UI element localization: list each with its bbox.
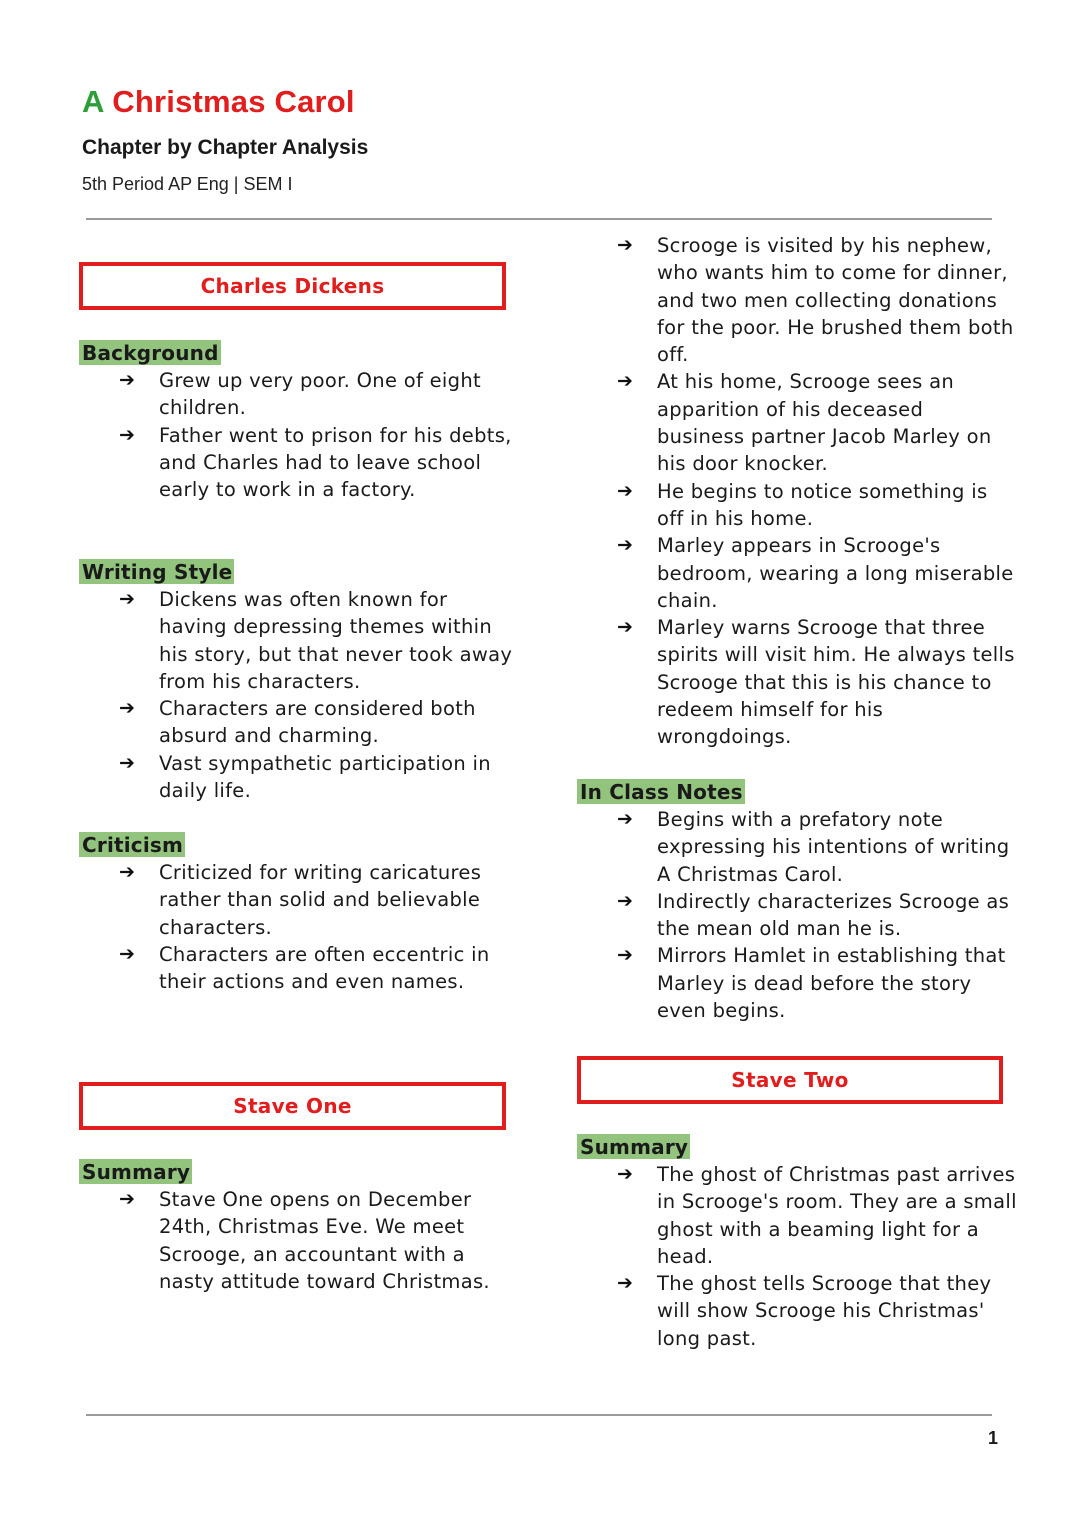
list-item: ➔ Characters are often eccentric in their actions and even names. [119,942,490,994]
list-item: ➔ The ghost tells Scrooge that they will show Scrooge his Christmas' long past. [617,1272,992,1350]
page-subtitle: Chapter by Chapter Analysis [82,136,369,159]
list-item: ➔ Father went to prison for his debts, and Charles had to leave school early to work in a factory. [119,423,512,502]
criticism-section [79,832,519,995]
class-notes-list [577,806,1017,1024]
summary-label: Summary [79,1159,192,1184]
list-item: ➔ Begins with a prefatory note expressing his intentions of writing A Christmas Carol. [617,808,1010,886]
stave-one-continued-section [577,230,1017,751]
list-item: ➔ Dickens was often known for having depressing themes within his story, but that never took away from his characters. [119,588,513,693]
arrow-right-icon: ➔ [617,479,634,502]
arrow-right-icon: ➔ [119,697,136,720]
background-label: Background [79,340,221,365]
stave-one-continued-list [577,232,1017,751]
list-item: ➔ Grew up very poor. One of eight children. [119,369,481,420]
author-heading-box: Charles Dickens [79,262,506,310]
arrow-right-icon: ➔ [617,1272,634,1295]
course-line: 5th Period AP Eng | SEM I [82,174,293,194]
list-item: ➔ Characters are considered both absurd and charming. [119,697,476,748]
list-item: ➔ Marley appears in Scrooge's bedroom, wearing a long miserable chain. [617,534,1014,612]
stave-two-summary-list [577,1161,1017,1352]
list-item: ➔ The ghost of Christmas past arrives in Scrooge's room. They are a small ghost with a beaming light for a head. [617,1163,1017,1268]
title-a: A [82,84,104,119]
list-item: ➔ Marley warns Scrooge that three spirits will visit him. He always tells Scrooge that this is his chance to redeem himself for his wrongdoings. [617,616,1015,749]
arrow-right-icon: ➔ [617,944,634,967]
stave-one-heading-box: Stave One [79,1082,506,1130]
criticism-label: Criticism [79,832,185,857]
arrow-right-icon: ➔ [119,1188,136,1210]
arrow-right-icon: ➔ [617,616,634,639]
page-title [82,80,355,124]
arrow-right-icon: ➔ [617,1163,634,1185]
arrow-right-icon: ➔ [119,588,136,610]
arrow-right-icon: ➔ [617,370,634,393]
background-list [79,367,519,503]
writing-style-section [79,559,519,804]
list-item: ➔ Criticized for writing caricatures rather than solid and believable characters. [119,861,482,939]
bottom-divider [86,1414,992,1416]
list-item: ➔ Indirectly characterizes Scrooge as the mean old man he is. [617,889,1010,941]
stave-two-summary-section [577,1134,1017,1352]
page-number: 1 [987,1428,998,1448]
writing-style-label: Writing Style [79,559,234,584]
writing-style-list [79,586,519,804]
arrow-right-icon: ➔ [119,751,136,774]
list-item: ➔ At his home, Scrooge sees an apparition of his deceased business partner Jacob Marley on his door knocker. [617,370,992,476]
top-divider [86,218,992,220]
list-item: ➔ Stave One opens on December 24th, Christmas Eve. We meet Scrooge, an accountant with a nasty attitude toward Christmas. [119,1188,490,1293]
list-item: ➔ Vast sympathetic participation in daily life. [119,751,491,803]
arrow-right-icon: ➔ [617,889,634,912]
list-item: ➔ Scrooge is visited by his nephew, who wants him to come for dinner, and two men collecting donations for the poor. He brushed them both off. [617,234,1014,367]
stave-one-summary-list [79,1186,519,1295]
arrow-right-icon: ➔ [119,369,136,391]
stave-two-heading-box: Stave Two [577,1056,1003,1104]
arrow-right-icon: ➔ [119,861,136,883]
arrow-right-icon: ➔ [119,942,136,965]
arrow-right-icon: ➔ [119,423,136,446]
class-notes-label: In Class Notes [577,779,745,804]
background-section [79,340,519,503]
title-christmas-carol: Christmas Carol [112,84,355,119]
arrow-right-icon: ➔ [617,534,634,557]
arrow-right-icon: ➔ [617,808,634,830]
summary-label: Summary [577,1134,690,1159]
list-item: ➔ Mirrors Hamlet in establishing that Marley is dead before the story even begins. [617,944,1006,1023]
list-item: ➔ He begins to notice something is off in his home. [617,479,988,530]
criticism-list [79,859,519,995]
arrow-right-icon: ➔ [617,234,634,256]
class-notes-section [577,779,1017,1024]
stave-one-summary-section [79,1159,519,1295]
